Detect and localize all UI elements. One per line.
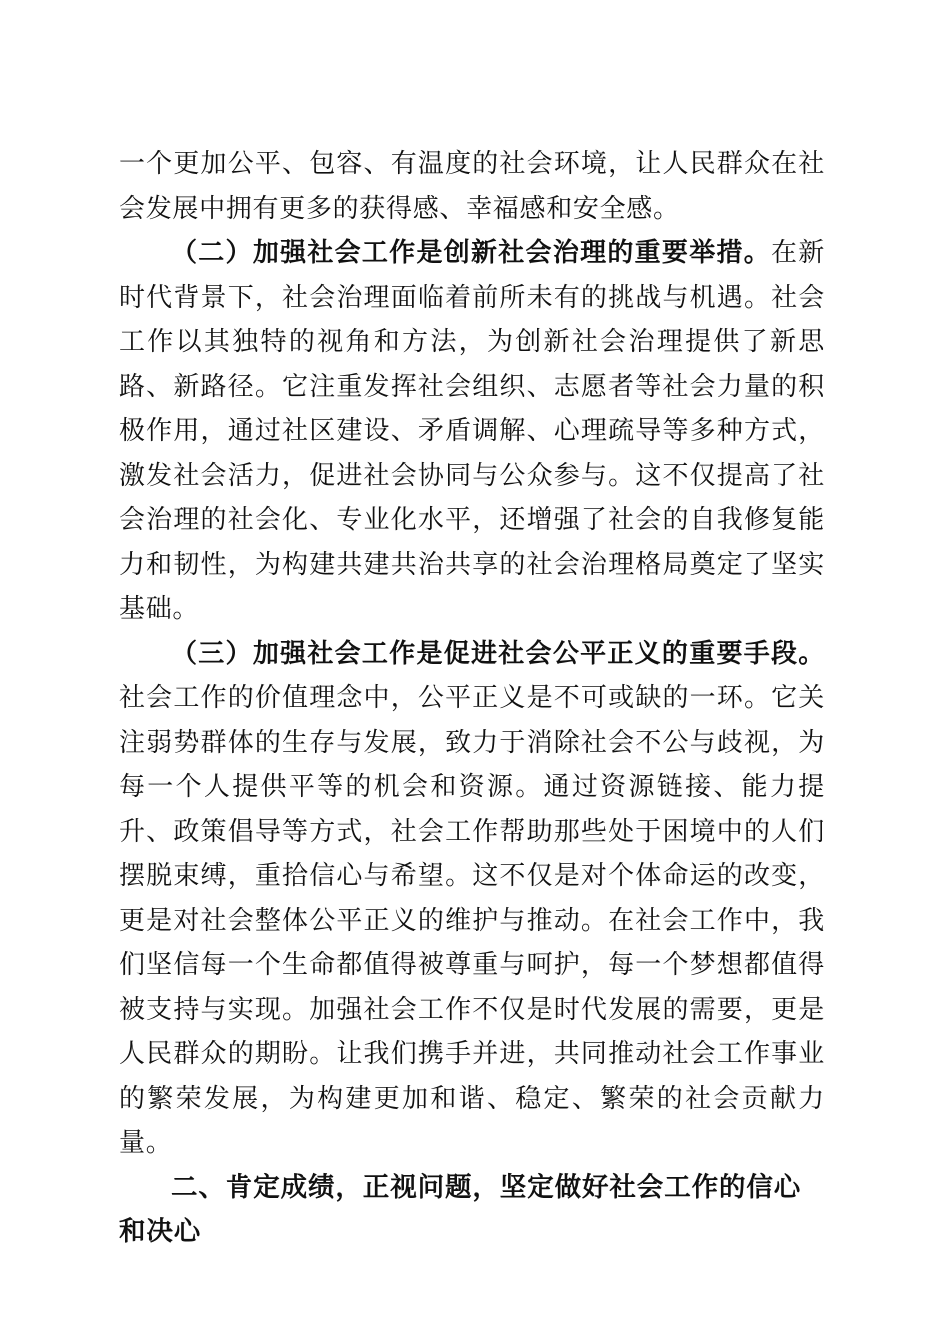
paragraph-text: 社会工作的价值理念中，公平正义是不可或缺的一环。它关注弱势群体的生存与发展，致力于消除社会不公与歧视，为每一个人提供平等的机会和资源。通过资源链接、能力提升、政策倡导等方式，社会工作帮助那些处于困境中的人们摆脱束缚，重拾信心与希望。这不仅是对个体命运的改变，更是对社会整体公平正义的维护与推动。在社会工作中，我们坚信每一个生命都值得被尊重与呵护，每一个梦想都值得被支持与实现。加强社会工作不仅是时代发展的需要，更是人民群众的期盼。让我们携手并进，共同推动社会工作事业的繁荣发展，为构建更加和谐、稳定、繁荣的社会贡献力量。 [119,683,825,1158]
section-three-lead: （三）加强社会工作是促进社会公平正义的重要手段。 [171,638,825,669]
paragraph-text: 一个更加公平、包容、有温度的社会环境，让人民群众在社会发展中拥有更多的获得感、幸福感和安全感。 [119,149,825,224]
paragraph-text: 在新时代背景下，社会治理面临着前所未有的挑战与机遇。社会工作以其独特的视角和方法，为创新社会治理提供了新思路、新路径。它注重发挥社会组织、志愿者等社会力量的积极作用，通过社区建设、矛盾调解、心理疏导等多种方式，激发社会活力，促进社会协同与公众参与。这不仅提高了社会治理的社会化、专业化水平，还增强了社会的自我修复能力和韧性，为构建共建共治共享的社会治理格局奠定了坚实基础。 [119,238,825,624]
section-heading: 二、肯定成绩，正视问题，坚定做好社会工作的信心和决心 [119,1171,802,1247]
paragraph-section-three [119,632,825,1166]
paragraph-continuation [119,142,825,231]
section-two-lead: （二）加强社会工作是创新社会治理的重要举措。 [171,238,772,268]
paragraph-section-two [119,231,825,632]
document-body [119,142,825,1255]
